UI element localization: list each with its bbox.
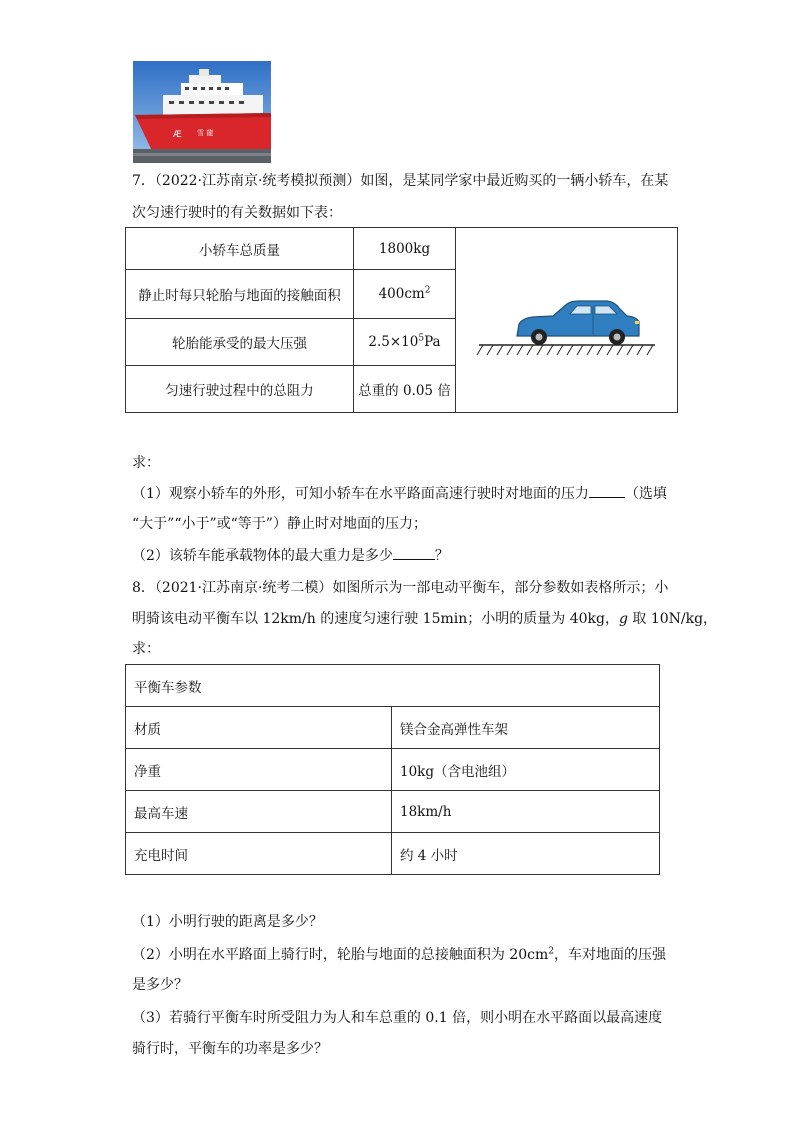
q7-row-value: 1800kg	[354, 228, 456, 270]
q7-sub2: （2）该轿车能承载物体的最大重力是多少 ？	[132, 545, 449, 566]
q7-row-label: 静止时每只轮胎与地面的接触面积	[126, 270, 354, 319]
q8-sub3-cont: 骑行时，平衡车的功率是多少？	[132, 1041, 328, 1057]
q8-row-label: 材质	[126, 707, 392, 749]
q8-sub3: （3）若骑行平衡车时所受阻力为人和车总重的 0.1 倍，则小明在水平路面以最高速度	[132, 1010, 663, 1026]
q8-sub2-cont: 是多少？	[132, 977, 188, 993]
car-figure-cell	[456, 228, 678, 413]
q8-row-label: 充电时间	[126, 833, 392, 875]
q7-ask: 求：	[132, 455, 160, 471]
q7-header: 7．（2022·江苏南京·统考模拟预测）如图，是某同学家中最近购买的一辆小轿车，在某	[132, 173, 669, 189]
q8-header-cont: 明骑该电动平衡车以 12km/h 的速度匀速行驶 15min；小明的质量为 40kg，g 取 10N/kg，	[132, 611, 718, 627]
q7-row-value: 总重的 0.05 倍	[354, 366, 456, 413]
q7-sub1-cont: “大于”“小于”或“等于”）静止时对地面的压力；	[132, 516, 427, 532]
q8-header: 8．（2021·江苏南京·统考二模）如图所示为一部电动平衡车，部分参数如表格所示；小	[132, 580, 669, 596]
q7-row-label: 匀速行驶过程中的总阻力	[126, 366, 354, 413]
q7-row-label: 轮胎能承受的最大压强	[126, 319, 354, 366]
q8-row-value: 18km/h	[392, 791, 660, 833]
q7-header-cont: 次匀速行驶时的有关数据如下表：	[132, 205, 342, 221]
q8-row-value: 镁合金高弹性车架	[392, 707, 660, 749]
car-illustration	[467, 248, 667, 388]
q8-row-value: 约 4 小时	[392, 833, 660, 875]
svg-text:Æ: Æ	[173, 130, 182, 140]
q8-sub2: （2）小明在水平路面上骑行时，轮胎与地面的总接触面积为 $20cm^2$，车对地面的压强	[132, 946, 667, 963]
q7-sub1: （1）观察小轿车的外形，可知小轿车在水平路面高速行驶时对地面的压力 （选填	[132, 483, 667, 504]
q7-data-table	[125, 227, 678, 413]
q7-row-label: 小轿车总质量	[126, 228, 354, 270]
q8-ask: 求：	[132, 641, 160, 657]
svg-text:雪 龍: 雪 龍	[197, 129, 214, 137]
q8-param-table	[125, 664, 660, 875]
q7-row-value: $2.5\times 10^5Pa$	[354, 319, 456, 366]
ship-photo	[133, 61, 271, 163]
q8-sub1: （1）小明行驶的距离是多少？	[132, 914, 323, 930]
q8-row-label: 净重	[126, 749, 392, 791]
answer-blank	[589, 483, 625, 498]
q8-row-label: 最高车速	[126, 791, 392, 833]
q8-row-value: 10kg（含电池组）	[392, 749, 660, 791]
answer-blank	[393, 545, 435, 560]
q7-row-value: $400cm^2$	[354, 270, 456, 319]
q8-table-title: 平衡车参数	[126, 665, 660, 707]
